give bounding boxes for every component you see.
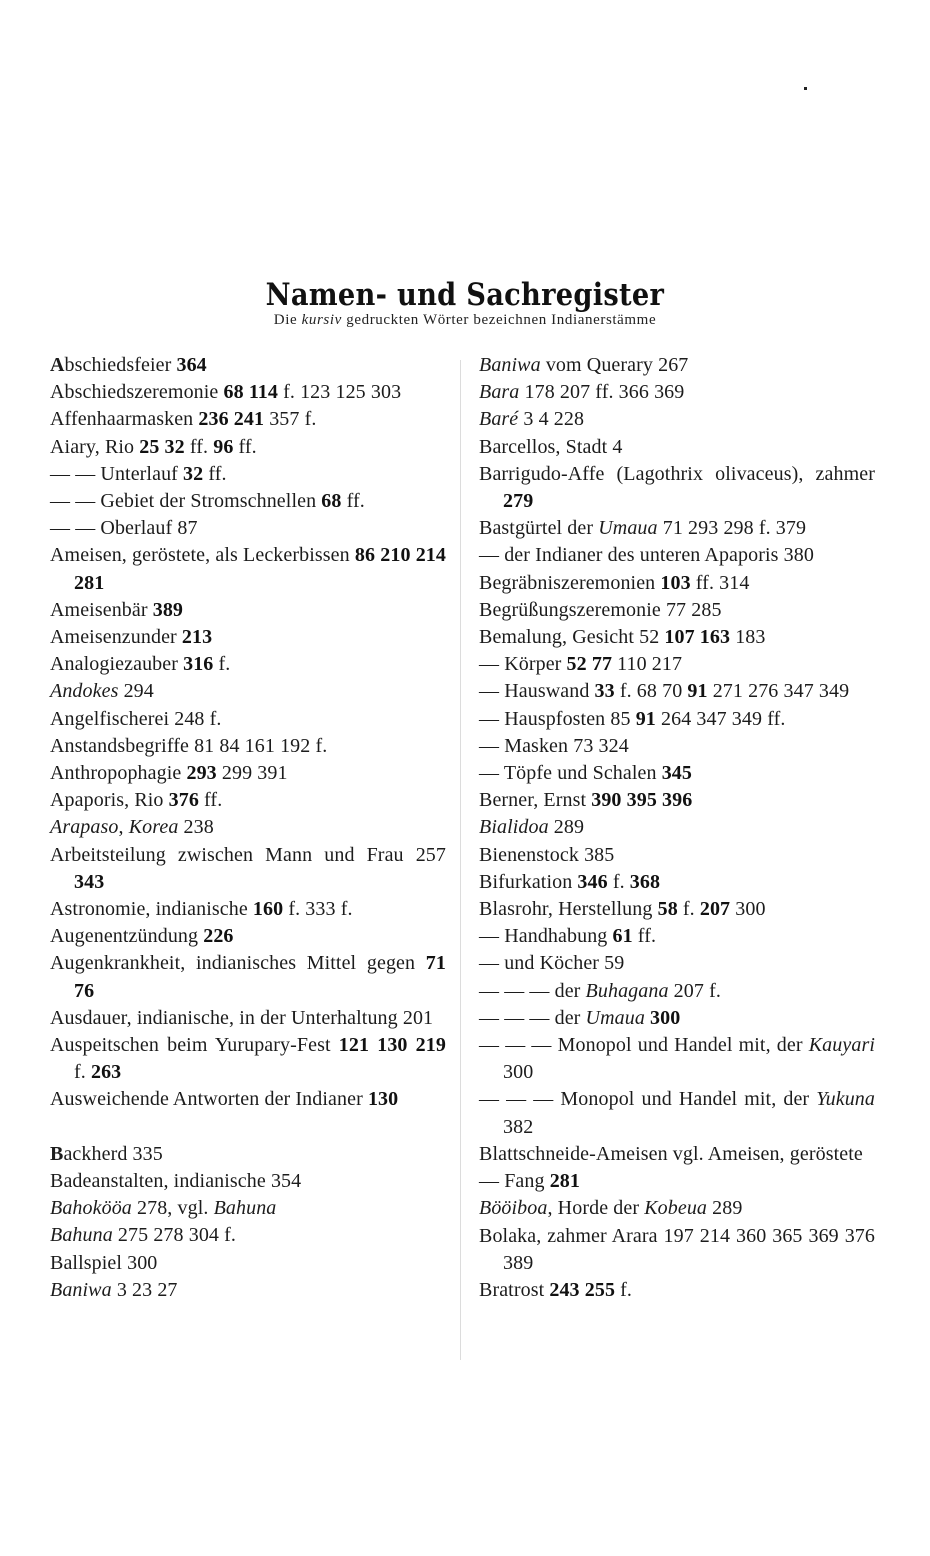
page-reference-bold: 316 xyxy=(183,653,214,676)
page-reference-bold: 25 32 xyxy=(139,435,185,458)
index-entry xyxy=(50,379,446,406)
entry-text: f. xyxy=(677,898,700,921)
entry-text: Barcellos, Stadt 4 xyxy=(479,435,623,458)
index-entry xyxy=(479,1032,875,1086)
entry-text: Badeanstalten, indianische 354 xyxy=(50,1169,302,1192)
letter-section-gap xyxy=(50,1114,446,1141)
entry-text: , xyxy=(118,816,129,839)
index-entry xyxy=(50,1005,446,1032)
section-initial: B xyxy=(50,1142,64,1165)
entry-text: 299 391 xyxy=(216,762,288,785)
subtitle-text-2: gedruckten Wörter bezeichnen Indianerstämme xyxy=(346,312,657,328)
entry-text: 183 xyxy=(730,626,766,649)
entry-text: f. xyxy=(213,653,231,676)
index-entry xyxy=(50,515,446,542)
index-entry xyxy=(50,814,446,841)
entry-text: Anstandsbegriffe 81 84 161 192 f. xyxy=(50,734,328,757)
entry-text: Bolaka, zahmer Arara 197 214 360 365 369 376 389 xyxy=(479,1224,875,1274)
index-entry xyxy=(479,434,875,461)
entry-text: vom Querary 267 xyxy=(540,354,689,376)
index-entry xyxy=(479,515,875,542)
entry-text: bschiedsfeier xyxy=(64,354,177,376)
page-reference-bold: 279 xyxy=(503,490,534,513)
page-reference-bold: 86 210 214 281 xyxy=(74,544,446,594)
entry-text: Barrigudo-Affe (Lagothrix olivaceus), zahmer xyxy=(479,462,875,485)
entry-text: f. 68 70 xyxy=(614,680,688,703)
entry-text: Apaporis, Rio xyxy=(50,789,169,812)
tribe-name: Yukuna xyxy=(816,1088,875,1111)
index-entry xyxy=(50,434,446,461)
index-entry xyxy=(50,1277,446,1304)
tribe-name: Umaua xyxy=(598,517,658,540)
index-entry xyxy=(479,1168,875,1195)
entry-text: — Hauswand xyxy=(479,680,595,703)
index-entry xyxy=(479,896,875,923)
entry-text: Bratrost xyxy=(479,1278,550,1301)
entry-text: Augenkrankheit, indianisches Mittel gegen xyxy=(50,952,426,975)
entry-text: Ameisenzunder xyxy=(50,626,182,649)
entry-text: Angelfischerei 248 f. xyxy=(50,707,222,730)
tribe-name: Baré xyxy=(479,408,519,431)
entry-text: Bienenstock 385 xyxy=(479,843,615,866)
index-entry xyxy=(479,406,875,433)
page-reference-bold: 68 xyxy=(321,490,342,513)
index-entry xyxy=(479,352,875,379)
entry-text: Ausdauer, indianische, in der Unterhaltung 201 xyxy=(50,1006,434,1029)
tribe-name: Kauyari xyxy=(808,1034,875,1057)
index-entry xyxy=(50,1032,446,1086)
page-subtitle xyxy=(0,312,930,329)
index-entry xyxy=(479,842,875,869)
tribe-name: Korea xyxy=(128,816,179,839)
entry-text: Augenentzündung xyxy=(50,925,204,948)
entry-text: Abschiedszeremonie xyxy=(50,381,224,404)
entry-text: Anthropophagie xyxy=(50,762,187,785)
page-reference-bold: 300 xyxy=(650,1006,681,1029)
entry-text: Affenhaarmasken xyxy=(50,408,199,431)
entry-text: — — — der xyxy=(479,979,586,1002)
index-entry xyxy=(50,706,446,733)
index-entry xyxy=(50,787,446,814)
entry-text: ff. xyxy=(341,490,365,513)
index-entry xyxy=(50,461,446,488)
index-entry xyxy=(479,597,875,624)
index-entry xyxy=(479,678,875,705)
stray-print-mark xyxy=(804,87,807,90)
entry-text: 275 278 304 f. xyxy=(112,1224,236,1247)
index-entry xyxy=(50,488,446,515)
index-entry xyxy=(479,1141,875,1168)
entry-text: 300 xyxy=(730,898,766,921)
entry-text: Berner, Ernst xyxy=(479,789,592,812)
index-entry xyxy=(479,1195,875,1222)
tribe-name: Bialidoa xyxy=(479,816,549,839)
index-entry xyxy=(479,461,875,515)
subtitle-text-1: Die xyxy=(273,312,298,328)
page-reference-bold: 226 xyxy=(203,925,234,948)
entry-text: 238 xyxy=(178,816,214,839)
entry-text: 357 f. xyxy=(264,408,317,431)
entry-text: 294 xyxy=(118,680,154,703)
entry-text: — Hauspfosten 85 xyxy=(479,707,636,730)
page-reference-bold: 68 114 xyxy=(223,381,279,404)
page-reference-bold: 346 xyxy=(577,870,608,893)
entry-text: 207 f. xyxy=(668,979,721,1002)
tribe-name: Bööiboa xyxy=(479,1197,548,1220)
entry-text: Bifurkation xyxy=(479,870,578,893)
index-entry xyxy=(50,1250,446,1277)
entry-text: Ameisenbär xyxy=(50,598,153,621)
tribe-name: Baniwa xyxy=(479,354,541,376)
entry-text: — — Unterlauf xyxy=(50,462,184,485)
page-title: Namen- und Sachregister xyxy=(265,276,665,313)
index-entry xyxy=(479,542,875,569)
page-reference-bold: 107 163 xyxy=(664,626,731,649)
entry-text: — — — der xyxy=(479,1006,586,1029)
entry-text: Arbeitsteilung zwischen Mann und Frau 257 xyxy=(50,843,446,866)
tribe-name: Andokes xyxy=(50,680,119,703)
index-entry xyxy=(479,787,875,814)
entry-text: Blasrohr, Herstellung xyxy=(479,898,658,921)
page-reference-bold: 121 130 219 xyxy=(338,1034,446,1057)
page-reference-bold: 33 xyxy=(594,680,615,703)
index-entry xyxy=(479,651,875,678)
index-entry xyxy=(50,842,446,896)
index-entry xyxy=(50,542,446,596)
index-entry xyxy=(479,814,875,841)
entry-text: — — — Monopol und Handel mit, der xyxy=(479,1034,809,1057)
index-entry xyxy=(50,624,446,651)
index-entry xyxy=(50,1086,446,1113)
page-reference-bold: 364 xyxy=(176,354,207,376)
index-entry xyxy=(479,733,875,760)
page-reference-bold: 236 241 xyxy=(198,408,265,431)
entry-text: — Handhabung xyxy=(479,925,613,948)
page-reference-bold: 32 xyxy=(183,462,204,485)
tribe-name: Buhagana xyxy=(585,979,669,1002)
entry-text: 3 4 228 xyxy=(518,408,585,431)
entry-text: ff. xyxy=(632,925,657,948)
page-reference-bold: 96 xyxy=(213,435,234,458)
entry-text: ff. xyxy=(203,462,227,485)
page-reference-bold: 52 77 xyxy=(566,653,613,676)
entry-text: ff. xyxy=(233,435,257,458)
entry-text: Aiary, Rio xyxy=(50,435,140,458)
index-entry xyxy=(479,1277,875,1304)
entry-text: Auspeitschen beim Yurupary-Fest xyxy=(50,1034,339,1057)
page-reference-bold: 345 xyxy=(661,762,693,785)
entry-text: 3 23 27 xyxy=(111,1278,178,1301)
page-reference-bold: 368 xyxy=(629,870,661,893)
entry-text: Ballspiel 300 xyxy=(50,1251,158,1274)
entry-text: — Körper xyxy=(479,653,567,676)
index-entry xyxy=(50,1168,446,1195)
entry-text: f. 333 f. xyxy=(283,898,353,921)
entry-text: 278, vgl. xyxy=(131,1197,214,1220)
index-entry xyxy=(50,950,446,1004)
index-entry xyxy=(50,733,446,760)
index-entry xyxy=(479,1223,875,1277)
page-reference-bold: 243 255 xyxy=(549,1278,616,1301)
entry-text: f. 123 125 303 xyxy=(278,381,402,404)
entry-text: Astronomie, indianische xyxy=(50,898,253,921)
entry-text: Begrüßungszeremonie 77 285 xyxy=(479,598,722,621)
tribe-name: Kobeua xyxy=(644,1197,708,1220)
page-reference-bold: 293 xyxy=(186,762,217,785)
index-entry xyxy=(50,1222,446,1249)
entry-text: 110 217 xyxy=(612,653,683,676)
tribe-name: Arapaso xyxy=(50,816,119,839)
index-entry xyxy=(479,1086,875,1140)
entry-text: — der Indianer des unteren Apaporis 380 xyxy=(479,544,814,567)
page-reference-bold: 343 xyxy=(74,870,105,893)
page-reference-bold: 91 xyxy=(635,707,656,730)
entry-text: ff. xyxy=(184,435,214,458)
entry-text: — Fang xyxy=(479,1170,550,1193)
entry-text: 71 293 298 f. 379 xyxy=(657,517,807,540)
page-reference-bold: 263 xyxy=(90,1061,122,1084)
entry-text: Bastgürtel der xyxy=(479,517,599,540)
page-reference-bold: 389 xyxy=(152,598,184,621)
tribe-name: Bara xyxy=(479,381,520,404)
index-entry xyxy=(479,869,875,896)
entry-text: ff. xyxy=(198,789,223,812)
page-reference-bold: 207 xyxy=(699,898,731,921)
tribe-name: Bahokööa xyxy=(50,1197,132,1220)
index-entry xyxy=(479,923,875,950)
entry-text: — — — Monopol und Handel mit, der xyxy=(479,1088,817,1111)
index-entry xyxy=(50,760,446,787)
entry-text: 271 276 347 349 xyxy=(707,680,850,703)
entry-text: 289 xyxy=(548,816,585,839)
index-entry xyxy=(50,923,446,950)
page-reference-bold: 103 xyxy=(660,571,691,594)
entry-text: — Töpfe und Schalen xyxy=(479,762,662,785)
tribe-name: Bahuna xyxy=(213,1197,277,1220)
entry-text: , Horde der xyxy=(547,1197,645,1220)
page-reference-bold: 58 xyxy=(657,898,678,921)
subtitle-italic-word: kursiv xyxy=(301,312,342,328)
entry-text: Blattschneide-Ameisen vgl. Ameisen, geröstete xyxy=(479,1142,863,1165)
entry-text: 382 xyxy=(503,1115,534,1138)
index-entry xyxy=(479,624,875,651)
entry-text: Bemalung, Gesicht 52 xyxy=(479,626,665,649)
entry-text: f. xyxy=(607,870,630,893)
page-reference-bold: 390 395 396 xyxy=(591,789,693,812)
index-entry xyxy=(50,651,446,678)
index-entry xyxy=(479,706,875,733)
entry-text: — und Köcher 59 xyxy=(479,952,625,975)
page-reference-bold: 376 xyxy=(168,789,199,812)
page-reference-bold: 91 xyxy=(687,680,708,703)
entry-text: f. xyxy=(615,1278,633,1301)
entry-text: 300 xyxy=(503,1061,534,1084)
index-entry xyxy=(479,379,875,406)
index-entry xyxy=(479,978,875,1005)
index-column-left xyxy=(50,352,446,1304)
page-reference-bold: 71 76 xyxy=(74,952,446,1002)
section-initial: A xyxy=(50,354,65,376)
index-entry xyxy=(479,950,875,977)
entry-text: Ausweichende Antworten der Indianer xyxy=(50,1088,368,1111)
entry-text: — — Oberlauf 87 xyxy=(50,517,198,540)
entry-text: 289 xyxy=(707,1197,743,1220)
entry-text: Begräbniszeremonien xyxy=(479,571,661,594)
page-reference-bold: 213 xyxy=(181,626,213,649)
page-reference-bold: 281 xyxy=(549,1170,581,1193)
index-entry xyxy=(50,1195,446,1222)
index-entry xyxy=(50,406,446,433)
entry-text: — Masken 73 324 xyxy=(479,734,629,757)
entry-text: 264 347 349 ff. xyxy=(655,707,786,730)
tribe-name: Bahuna xyxy=(50,1224,113,1247)
entry-text: f. xyxy=(74,1061,91,1084)
entry-text: Analogiezauber xyxy=(50,653,184,676)
entry-text: ackherd 335 xyxy=(63,1142,163,1165)
index-column-right xyxy=(479,352,875,1304)
index-entry xyxy=(50,352,446,379)
page-reference-bold: 61 xyxy=(612,925,633,948)
entry-text: — — Gebiet der Stromschnellen xyxy=(50,490,322,513)
index-entry xyxy=(479,570,875,597)
entry-text: Ameisen, geröstete, als Leckerbissen xyxy=(50,544,355,567)
page-reference-bold: 130 xyxy=(367,1088,399,1111)
index-entry xyxy=(50,1141,446,1168)
entry-text: 178 207 ff. 366 369 xyxy=(519,381,685,404)
index-entry xyxy=(50,597,446,624)
index-entry xyxy=(479,1005,875,1032)
index-entry xyxy=(50,678,446,705)
index-entry xyxy=(479,760,875,787)
tribe-name: Umaua xyxy=(585,1006,645,1029)
page-reference-bold: 160 xyxy=(252,898,284,921)
index-entry xyxy=(50,896,446,923)
tribe-name: Baniwa xyxy=(50,1278,112,1301)
entry-text: ff. 314 xyxy=(690,571,750,594)
column-divider xyxy=(460,360,461,1360)
